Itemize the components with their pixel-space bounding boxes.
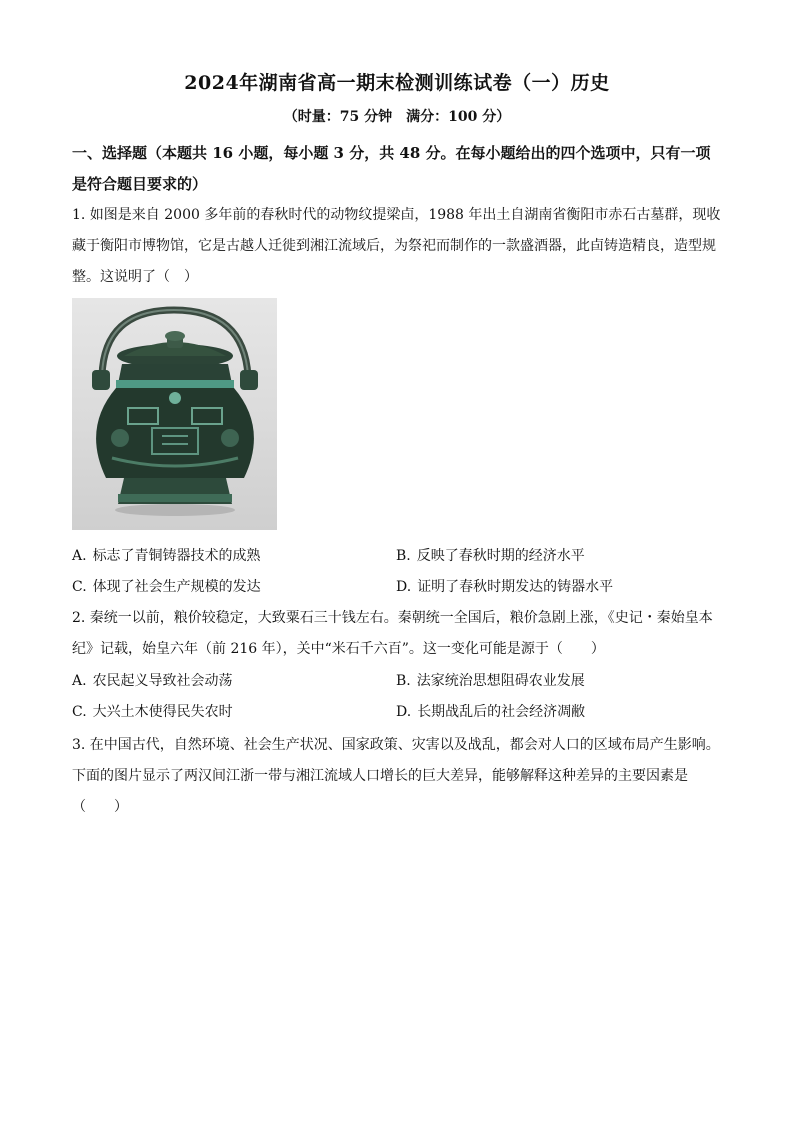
question-1-option-a[interactable]	[72, 546, 261, 566]
option-text: 体现了社会生产规模的发达	[92, 579, 261, 595]
option-text: 农民起义导致社会动荡	[92, 673, 233, 689]
option-text: 反映了春秋时期的经济水平	[416, 548, 585, 564]
option-key: A.	[72, 548, 87, 564]
option-key: C.	[72, 704, 87, 720]
option-key: D.	[396, 704, 412, 720]
option-text: 法家统治思想阻碍农业发展	[416, 673, 585, 689]
option-text: 标志了青铜铸器技术的成熟	[92, 548, 261, 564]
question-2-option-c[interactable]	[72, 702, 233, 722]
question-1-stem: 1. 如图是来自 2000 多年前的春秋时代的动物纹提梁卣，1988 年出土自湖南省衡阳市赤石古墓群，现收藏于衡阳市博物馆，它是古越人迁徙到湘江流域后，为祭祀而制作的一款盛酒器，此卣铸造精良，造型规整。这说明了（ ）	[72, 207, 721, 285]
question-1-option-b[interactable]	[396, 546, 585, 566]
section-heading: 一、选择题（本题共 16 小题，每小题 3 分，共 48 分。在每小题给出的四个选项中，只有一项是符合题目要求的）	[72, 144, 711, 193]
question-1-option-c[interactable]	[72, 577, 261, 597]
option-text: 长期战乱后的社会经济凋敝	[417, 704, 586, 720]
question-1-option-d[interactable]	[396, 577, 613, 597]
option-key: B.	[396, 548, 411, 564]
question-2-option-b[interactable]	[396, 671, 585, 691]
option-key: D.	[396, 579, 412, 595]
exam-title: 2024年湖南省高一期末检测训练试卷（一）历史	[184, 72, 610, 94]
option-text: 大兴土木使得民失农时	[92, 704, 233, 720]
option-text: 证明了春秋时期发达的铸器水平	[417, 579, 614, 595]
question-2-stem: 2. 秦统一以前，粮价较稳定，大致粟石三十钱左右。秦朝统一全国后，粮价急剧上涨，《史记・秦始皇本纪》记载，始皇六年（前 216 年），关中“米石千六百”。这一变化可能是源于（ ）	[72, 610, 713, 657]
exam-subtitle: （时量：75 分钟 满分：100 分）	[283, 109, 511, 125]
bronze-vessel-illustration	[72, 298, 277, 530]
option-key: A.	[72, 673, 87, 689]
question-3-stem: 3. 在中国古代，自然环境、社会生产状况、国家政策、灾害以及战乱，都会对人口的区域布局产生影响。下面的图片显示了两汉间江浙一带与湘江流域人口增长的巨大差异，能够解释这种差异的主要因素是（ ）	[72, 737, 720, 815]
question-2-option-d[interactable]	[396, 702, 585, 722]
bronze-you-vessel-photo	[72, 298, 277, 530]
question-2-option-a[interactable]	[72, 671, 233, 691]
option-key: B.	[396, 673, 411, 689]
option-key: C.	[72, 579, 87, 595]
